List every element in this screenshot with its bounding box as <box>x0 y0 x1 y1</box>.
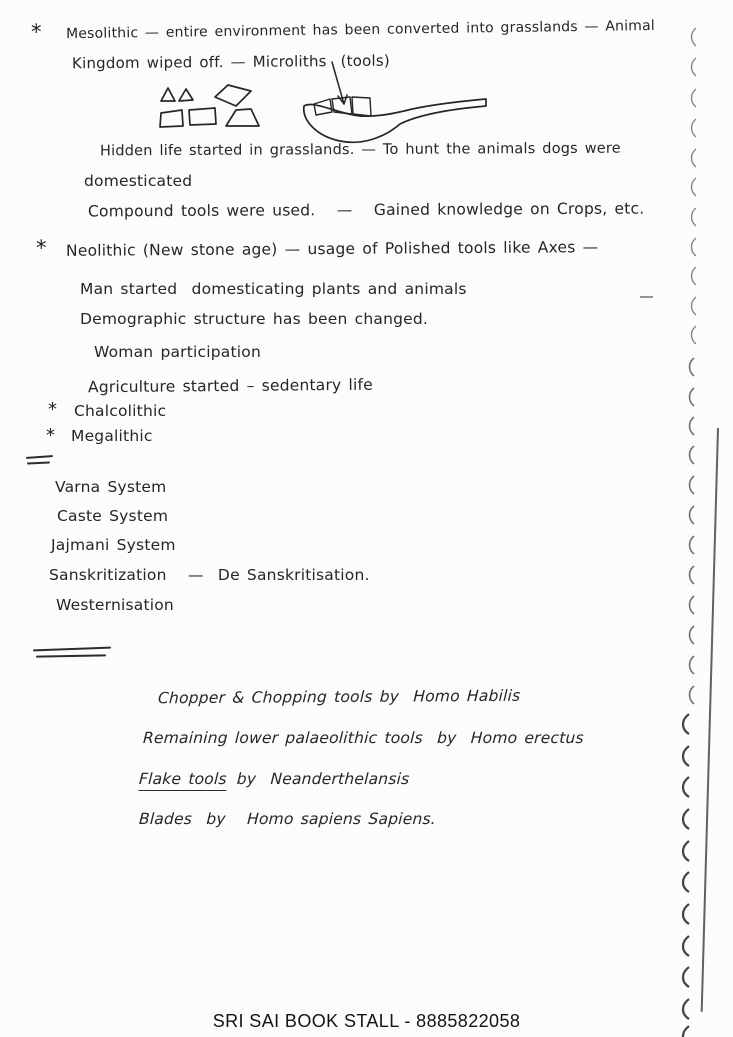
note-line-chalcolithic: Chalcolithic <box>74 402 167 420</box>
flake-tools-underlined: Flake tools <box>138 770 227 791</box>
note-line-palaeolithic-tools: Remaining lower palaeolithic tools by Homo erectus <box>142 729 585 747</box>
stray-dash-mark <box>640 296 653 298</box>
note-line-mesolithic-1: Mesolithic — entire environment has been converted into grasslands — Animal <box>65 17 656 43</box>
note-line-compound-tools: Compound tools were used. — Gained knowledge on Crops, etc. <box>87 199 645 221</box>
bullet-asterisk-megalithic: * <box>46 425 55 446</box>
square-shape-2 <box>189 108 216 125</box>
trapezoid-shape <box>226 109 259 126</box>
diamond-shape <box>215 85 251 106</box>
note-line-neolithic-4: Agriculture started – sedentary life <box>87 375 373 397</box>
note-line-flake-tools <box>139 770 410 788</box>
note-line-jajmani-system: Jajmani System <box>51 536 176 554</box>
bullet-asterisk-mesolithic: * <box>31 20 42 44</box>
spiral-binding-marks <box>678 0 704 1037</box>
note-line-caste-system: Caste System <box>57 507 169 525</box>
note-line-hidden-life-1: Hidden life started in grasslands. — To hunt the animals dogs were <box>99 140 621 160</box>
triangle-shape-2 <box>179 89 193 101</box>
note-line-neolithic-3: Woman participation <box>94 343 261 361</box>
bullet-asterisk-chalcolithic: * <box>48 399 57 420</box>
note-line-blades: Blades by Homo sapiens Sapiens. <box>138 810 437 828</box>
note-line-westernisation: Westernisation <box>56 596 174 614</box>
note-line-hidden-life-2: domesticated <box>84 172 193 190</box>
triangle-shape-1 <box>161 88 175 101</box>
note-line-chopper-tools: Chopper & Chopping tools by Homo Habilis <box>157 686 521 708</box>
book-stall-footer: SRI SAI BOOK STALL - 8885822058 <box>212 1011 521 1031</box>
sickle-blade-3 <box>352 97 371 116</box>
note-line-neolithic-1: Man started domesticating plants and animals <box>80 280 467 298</box>
note-line-varna-system: Varna System <box>55 478 167 496</box>
flake-tools-rest: by Neanderthelansis <box>236 770 410 788</box>
note-line-neolithic-2: Demographic structure has been changed. <box>80 310 429 328</box>
bullet-asterisk-neolithic: * <box>36 236 47 260</box>
square-shape-1 <box>160 110 183 127</box>
note-line-sanskritization: Sanskritization — De Sanskritisation. <box>49 566 370 584</box>
note-line-mesolithic-2: Kingdom wiped off. — Microliths (tools) <box>71 51 390 73</box>
note-line-megalithic: Megalithic <box>71 427 153 445</box>
note-line-neolithic-heading: Neolithic (New stone age) — usage of Polished tools like Axes — <box>65 238 599 260</box>
